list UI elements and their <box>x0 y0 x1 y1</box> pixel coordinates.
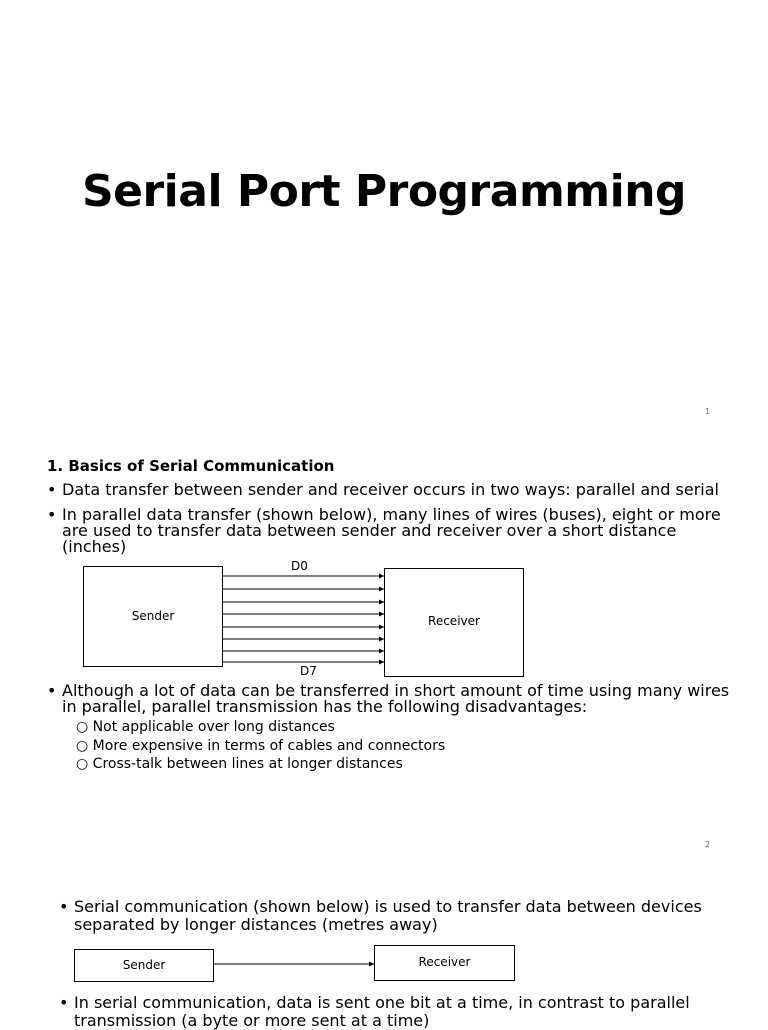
bullet-text: Data transfer between sender and receiver occurs in two ways: parallel and serial <box>62 480 719 499</box>
sub-bullet-text: Cross-talk between lines at longer distances <box>92 756 403 772</box>
bullet-icon: • <box>59 897 69 916</box>
page-number-2: 2 <box>705 840 711 849</box>
circle-bullet-icon: ○ <box>76 756 93 772</box>
sender-label: Sender <box>131 609 175 623</box>
bullet-text: Serial communication (shown below) is used to transfer data between devices separated by longer distances (metres away) <box>74 897 702 934</box>
circle-bullet-icon: ○ <box>76 719 93 735</box>
bullet-text: In parallel data transfer (shown below), many lines of wires (buses), eight or more are used to transfer data between sender and receiver over a short distance (inches) <box>62 505 721 556</box>
section-heading: 1. Basics of Serial Communication <box>47 457 335 475</box>
page-number-1: 1 <box>705 407 711 416</box>
serial-sender-label: Sender <box>122 958 166 972</box>
bullet-text: Although a lot of data can be transferred in short amount of time using many wires in parallel, parallel transmission has the following disadvantages: <box>62 681 730 716</box>
slide-title: Serial Port Programming <box>81 166 687 217</box>
receiver-label: Receiver <box>428 614 480 628</box>
bullet-icon: • <box>59 993 69 1012</box>
d7-label: D7 <box>300 664 317 678</box>
bullet-icon: • <box>47 505 57 524</box>
bullet-icon: • <box>47 480 57 499</box>
bullet-item <box>59 994 739 1030</box>
circle-bullet-icon: ○ <box>76 738 93 754</box>
sub-bullet-text: More expensive in terms of cables and connectors <box>92 738 446 754</box>
sub-bullet-text: Not applicable over long distances <box>92 719 335 735</box>
serial-receiver-label: Receiver <box>418 955 471 969</box>
bullet-text: In serial communication, data is sent one bit at a time, in contrast to parallel transmission (a byte or more sent at a time) <box>74 993 690 1030</box>
d0-label: D0 <box>291 559 308 573</box>
bullet-icon: • <box>47 681 57 700</box>
